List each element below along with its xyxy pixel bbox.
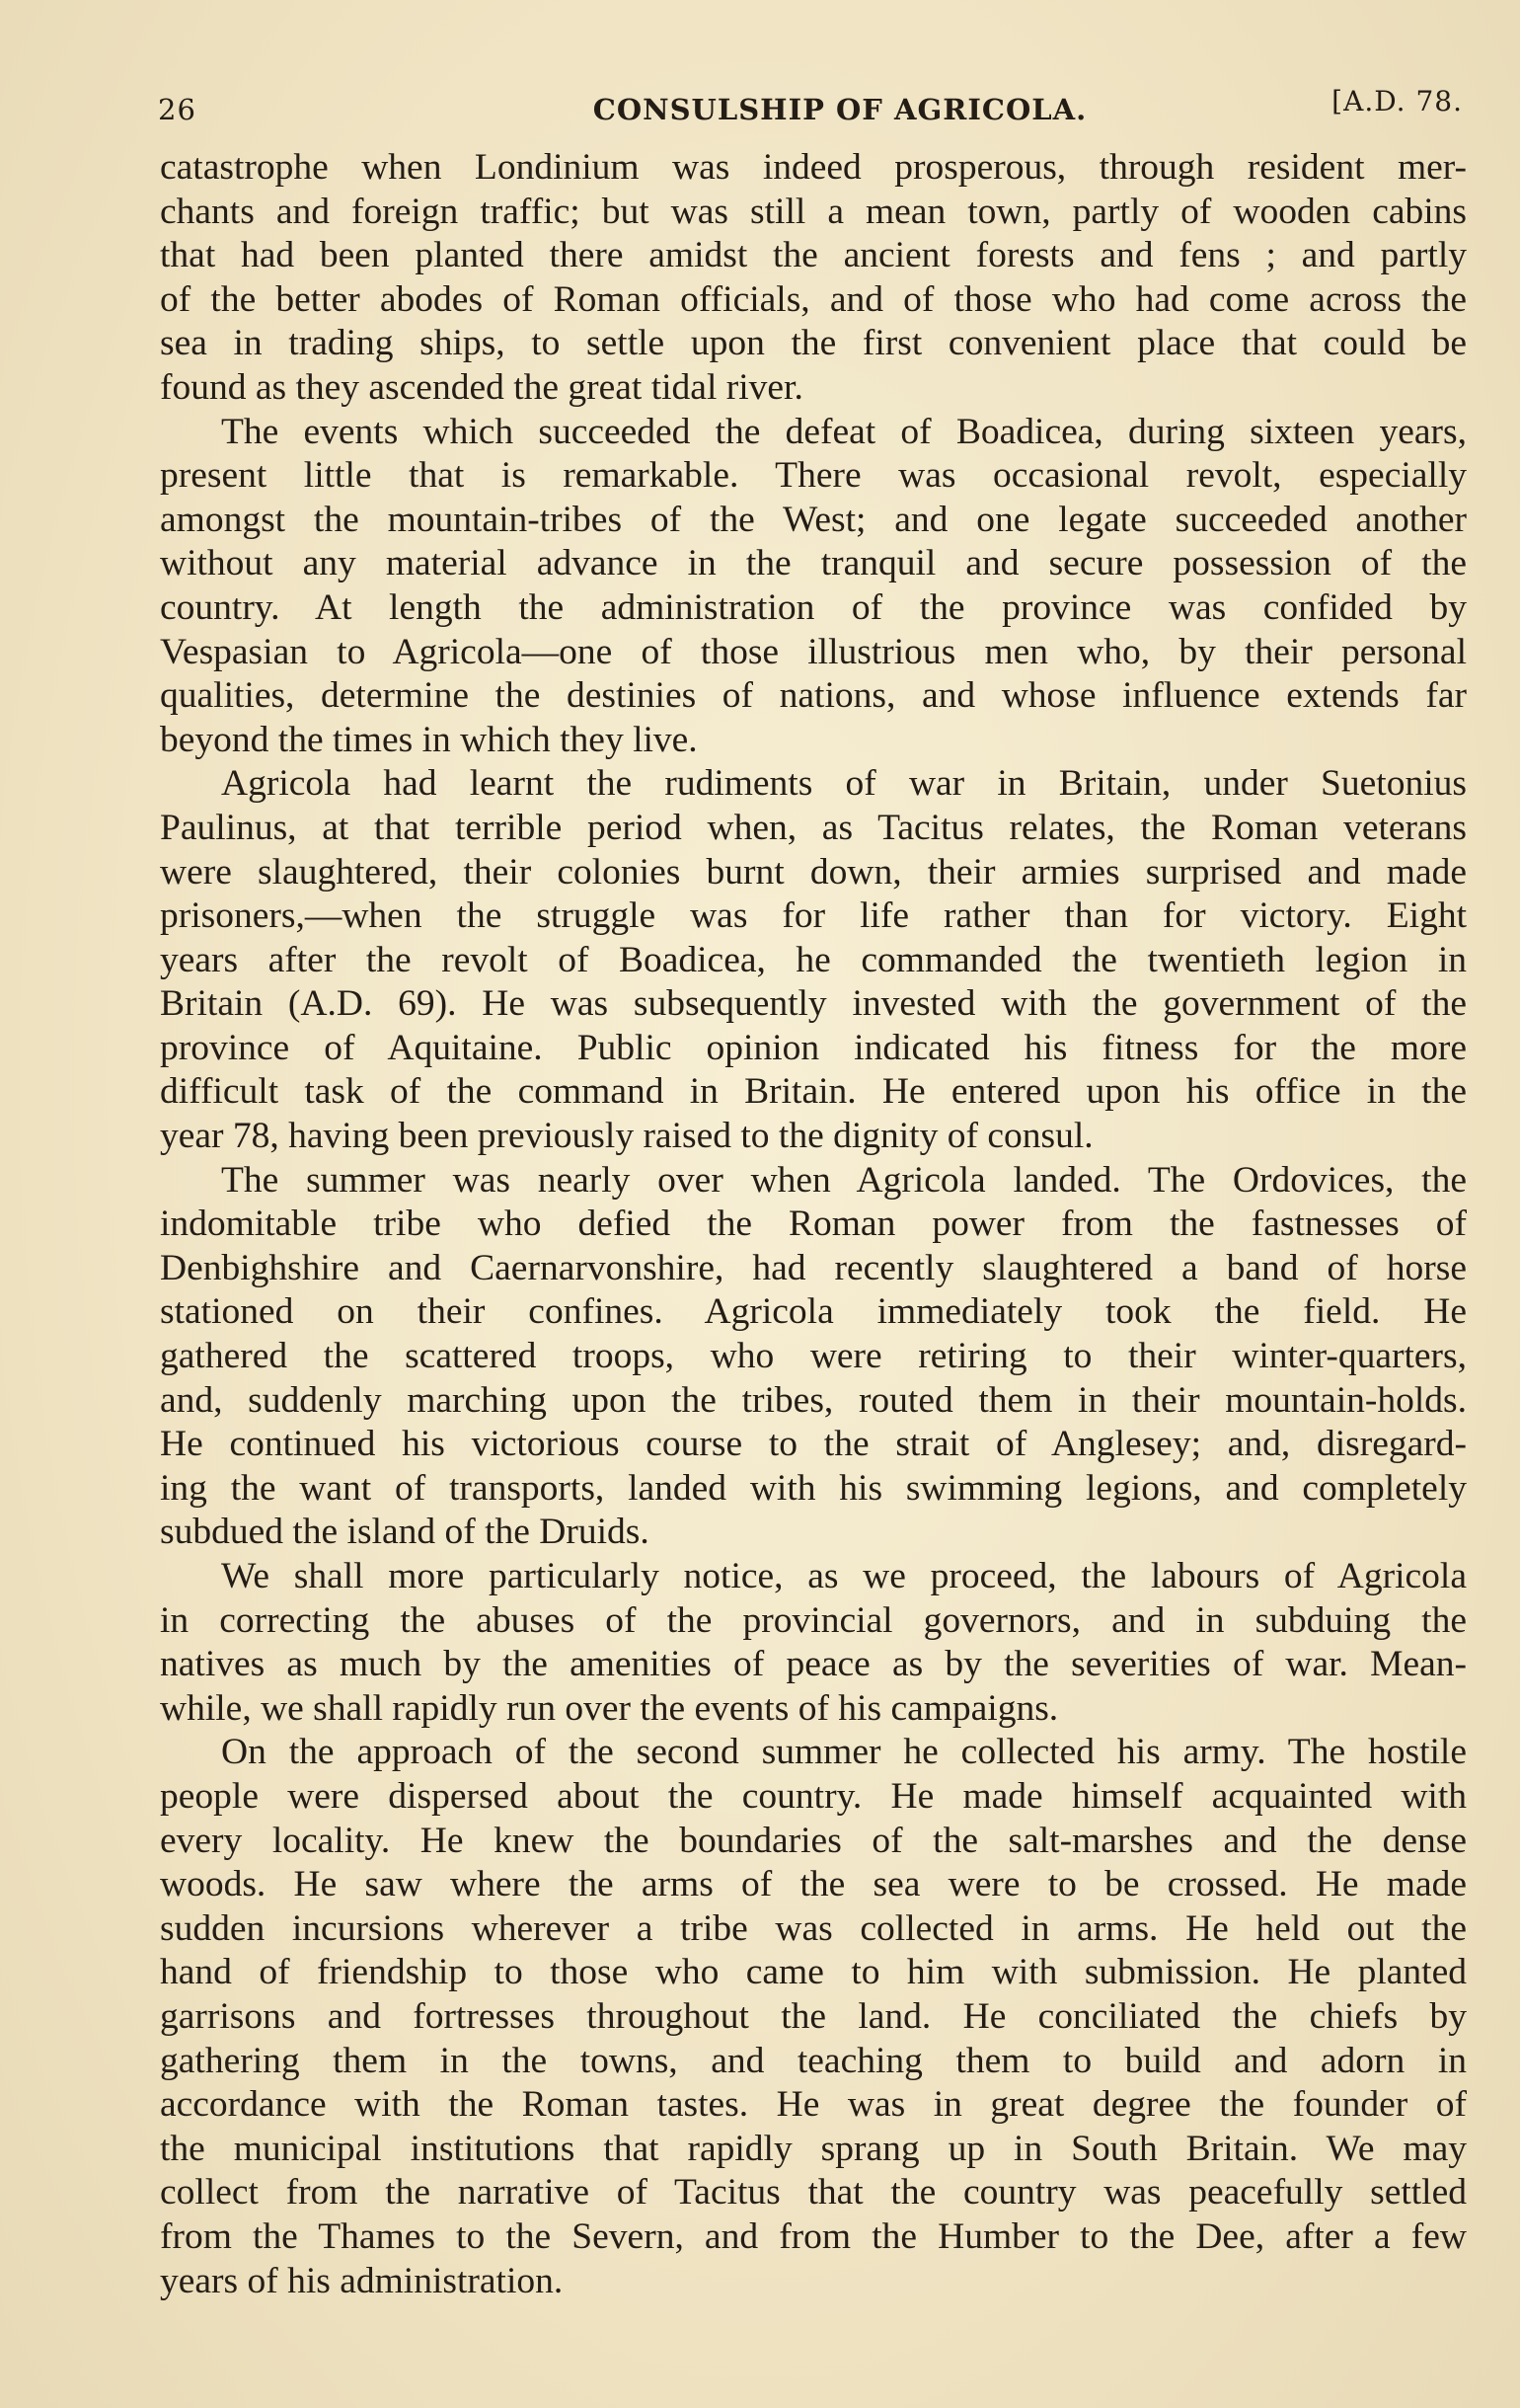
text-line: He continued his victorious course to the strait of Anglesey; and, disregard- [160, 1424, 1467, 1465]
text-line: years of his administration. [160, 2260, 564, 2301]
text-line: The events which succeeded the defeat of Boadicea, during sixteen years, [221, 411, 1467, 452]
text-line: hand of friendship to those who came to him with submission. He planted [160, 1952, 1467, 1993]
text-line: were slaughtered, their colonies burnt down, their armies surprised and made [160, 851, 1467, 893]
text-line: Vespasian to Agricola—one of those illustrious men who, by their personal [160, 631, 1467, 672]
text-line: from the Thames to the Severn, and from the Humber to the Dee, after a few [160, 2215, 1467, 2257]
text-line: found as they ascended the great tidal river. [160, 366, 803, 408]
text-line: of the better abodes of Roman officials, and of those who had come across the [160, 278, 1467, 320]
running-title: CONSULSHIP OF AGRICOLA. [592, 93, 1088, 126]
text-line: that had been planted there amidst the ancient forests and fens ; and partly [160, 235, 1467, 276]
text-line: amongst the mountain-tribes of the West; and one legate succeeded another [160, 499, 1467, 540]
text-line: and, suddenly marching upon the tribes, routed them in their mountain-holds. [160, 1379, 1467, 1421]
text-line: We shall more particularly notice, as we proceed, the labours of Agricola [221, 1556, 1467, 1596]
text-line: indomitable tribe who defied the Roman power from the fastnesses of [160, 1204, 1467, 1245]
text-line: years after the revolt of Boadicea, he commanded the twentieth legion in [160, 939, 1467, 980]
body-text [160, 146, 1467, 2303]
date-reference: [A.D. 78. [1331, 85, 1463, 117]
page-header [158, 85, 1463, 134]
text-line: Agricola had learnt the rudiments of war in Britain, under Suetonius [221, 763, 1467, 805]
page-number: 26 [158, 93, 196, 126]
text-line: year 78, having been previously raised to the dignity of consul. [160, 1116, 1094, 1157]
text-line: every locality. He knew the boundaries of the salt-marshes and the dense [160, 1820, 1467, 1861]
text-line: accordance with the Roman tastes. He was in great degree the founder of [160, 2084, 1467, 2126]
text-line: sudden incursions wherever a tribe was collected in arms. He held out the [160, 1907, 1467, 1949]
text-line: beyond the times in which they live. [160, 719, 698, 760]
text-line: On the approach of the second summer he collected his army. The hostile [221, 1732, 1467, 1773]
text-line: while, we shall rapidly run over the events of his campaigns. [160, 1687, 1059, 1729]
text-line: the municipal institutions that rapidly sprang up in South Britain. We may [160, 2128, 1467, 2169]
text-line: woods. He saw where the arms of the sea were to be crossed. He made [160, 1864, 1467, 1905]
text-line: in correcting the abuses of the provincial governors, and in subduing the [160, 1599, 1467, 1641]
text-line: country. At length the administration of the province was confided by [160, 586, 1467, 628]
text-line: The summer was nearly over when Agricola landed. The Ordovices, the [221, 1159, 1467, 1201]
text-line: present little that is remarkable. There was occasional revolt, especially [160, 455, 1467, 497]
text-line: qualities, determine the destinies of nations, and whose influence extends far [160, 675, 1467, 717]
text-line: gathering them in the towns, and teaching them to build and adorn in [160, 2040, 1467, 2081]
text-line: sea in trading ships, to settle upon the first convenient place that could be [160, 323, 1467, 364]
text-line: province of Aquitaine. Public opinion indicated his fitness for the more [160, 1027, 1467, 1068]
text-line: Paulinus, at that terrible period when, as Tacitus relates, the Roman veterans [160, 807, 1467, 848]
text-line: subdued the island of the Druids. [160, 1512, 649, 1553]
text-line: natives as much by the amenities of peace as by the severities of war. Mean- [160, 1644, 1467, 1685]
text-line: garrisons and fortresses throughout the land. He conciliated the chiefs by [160, 1995, 1467, 2037]
text-line: Britain (A.D. 69). He was subsequently invested with the government of the [160, 983, 1467, 1025]
text-line: people were dispersed about the country. He made himself acquainted with [160, 1775, 1467, 1817]
text-line: gathered the scattered troops, who were retiring to their winter-quarters, [160, 1336, 1467, 1377]
text-line: ing the want of transports, landed with his swimming legions, and completely [160, 1467, 1467, 1509]
text-line: without any material advance in the tranquil and secure possession of the [160, 543, 1467, 584]
text-line: prisoners,—when the struggle was for life rather than for victory. Eight [160, 895, 1467, 937]
text-line: chants and foreign traffic; but was still a mean town, partly of wooden cabins [160, 191, 1467, 232]
text-line: difficult task of the command in Britain. He entered upon his office in the [160, 1071, 1467, 1113]
text-line: catastrophe when Londinium was indeed prosperous, through resident mer- [160, 147, 1467, 188]
text-line: stationed on their confines. Agricola immediately took the field. He [160, 1291, 1467, 1333]
text-line: collect from the narrative of Tacitus that the country was peacefully settled [160, 2172, 1467, 2214]
text-line: Denbighshire and Caernarvonshire, had recently slaughtered a band of horse [160, 1247, 1467, 1288]
